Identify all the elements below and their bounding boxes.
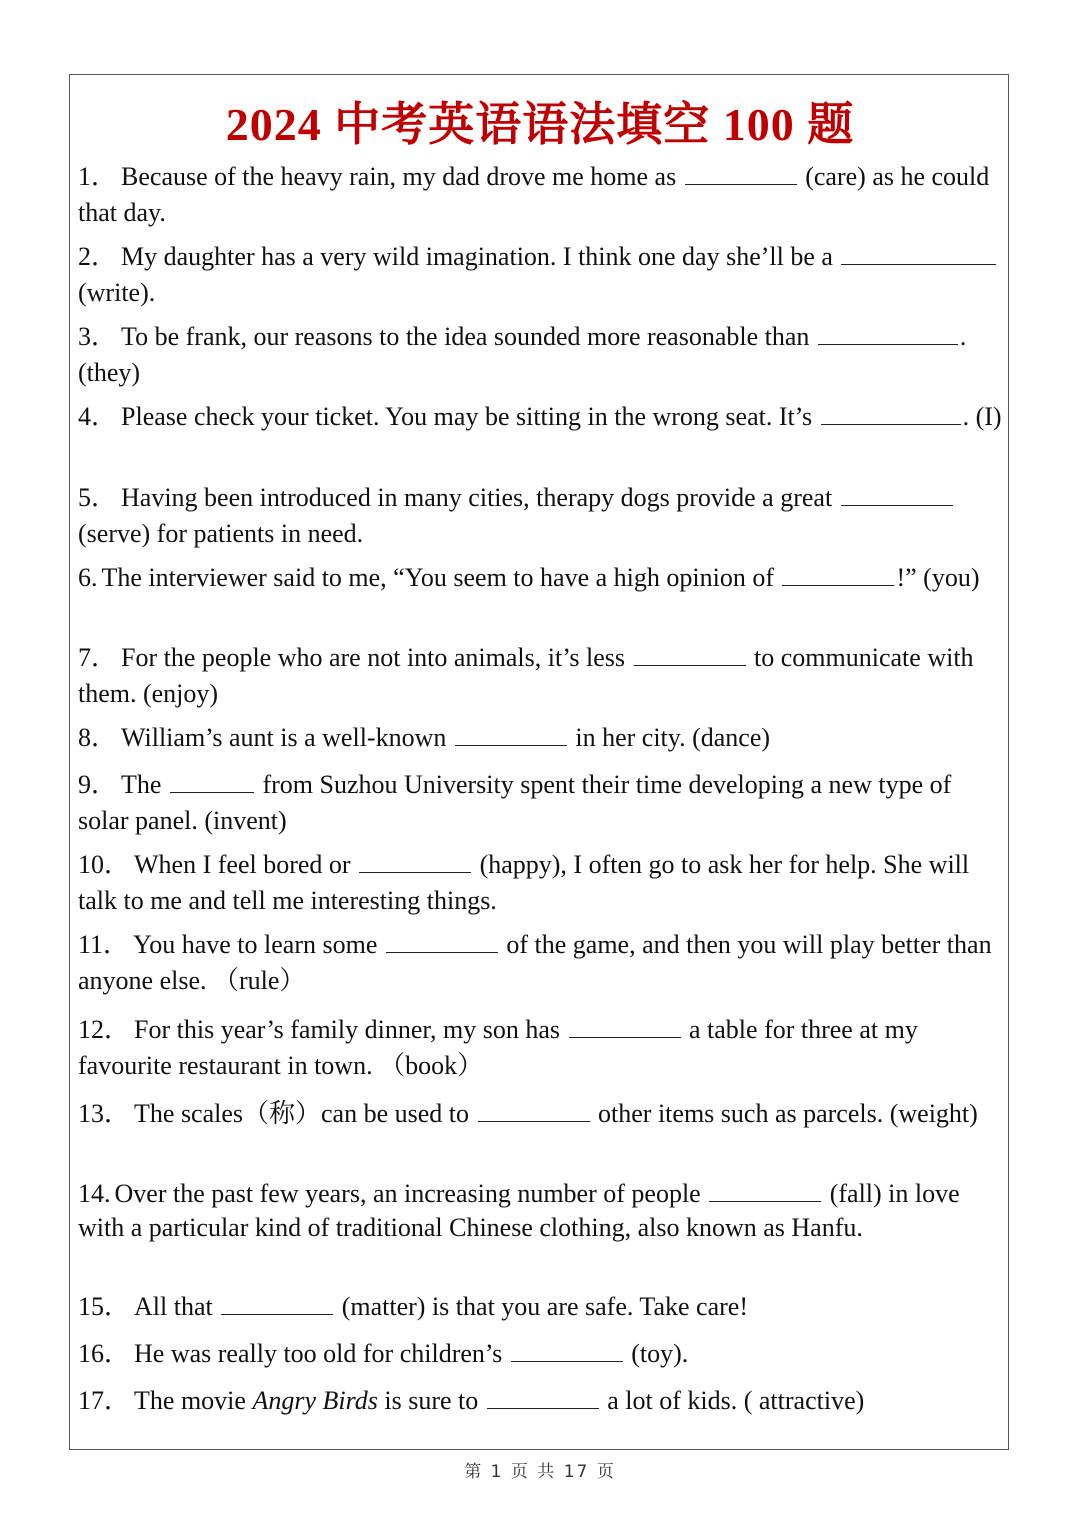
question-3: 3． To be frank, our reasons to the idea sounded more reasonable than . (they) (78, 318, 1008, 390)
answer-blank[interactable] (487, 1382, 599, 1409)
answer-blank[interactable] (841, 238, 996, 265)
question-17: 17． The movie Angry Birds is sure to a lot of kids. ( attractive) (78, 1382, 1008, 1419)
question-14: 14. Over the past few years, an increasing number of people (fall) in love with a particular kind of traditional Chinese clothing, also known as Hanfu. (78, 1175, 1008, 1245)
question-7: 7． For the people who are not into animals, it’s less to communicate with them. (enjoy) (78, 639, 1008, 711)
answer-blank[interactable] (818, 318, 958, 345)
answer-blank[interactable] (386, 926, 498, 953)
question-2: 2． My daughter has a very wild imagination. I think one day she’ll be a (write). (78, 238, 1008, 310)
answer-blank[interactable] (511, 1335, 623, 1362)
question-4: 4． Please check your ticket. You may be sitting in the wrong seat. It’s . (I) (78, 398, 1008, 435)
question-12: 12． For this year’s family dinner, my son has a table for three at my favourite restaurant in town. （book） (78, 1011, 1008, 1083)
question-5: 5． Having been introduced in many cities, therapy dogs provide a great (serve) for patients in need. (78, 479, 1008, 551)
answer-blank[interactable] (685, 158, 797, 185)
question-9: 9． The from Suzhou University spent their time developing a new type of solar panel. (invent) (78, 766, 1008, 838)
question-1: 1． Because of the heavy rain, my dad drove me home as (care) as he could that day. (78, 158, 1008, 230)
question-13: 13． The scales（称）can be used to other items such as parcels. (weight) (78, 1095, 1008, 1132)
answer-blank[interactable] (221, 1288, 333, 1315)
question-10: 10． When I feel bored or (happy), I often go to ask her for help. She will talk to me and tell me interesting things. (78, 846, 1008, 918)
question-16: 16． He was really too old for children’s (toy). (78, 1335, 1008, 1372)
page-footer: 第 1 页 共 17 页 (464, 1462, 616, 1482)
movie-title: Angry Birds (252, 1386, 378, 1415)
answer-blank[interactable] (709, 1175, 821, 1202)
answer-blank[interactable] (569, 1011, 681, 1038)
answer-blank[interactable] (841, 479, 953, 506)
answer-blank[interactable] (821, 398, 961, 425)
question-15: 15． All that (matter) is that you are safe. Take care! (78, 1288, 1008, 1325)
question-6: 6. The interviewer said to me, “You seem to have a high opinion of !” (you) (78, 559, 1008, 596)
answer-blank[interactable] (359, 846, 471, 873)
answer-blank[interactable] (478, 1095, 590, 1122)
answer-blank[interactable] (455, 719, 567, 746)
question-8: 8． William’s aunt is a well-known in her city. (dance) (78, 719, 1008, 756)
answer-blank[interactable] (634, 639, 746, 666)
answer-blank[interactable] (170, 766, 254, 793)
page-title: 2024 中考英语语法填空 100 题 (225, 99, 855, 150)
question-11: 11． You have to learn some of the game, and then you will play better than anyone else. （rule） (78, 926, 1008, 998)
answer-blank[interactable] (782, 559, 894, 586)
